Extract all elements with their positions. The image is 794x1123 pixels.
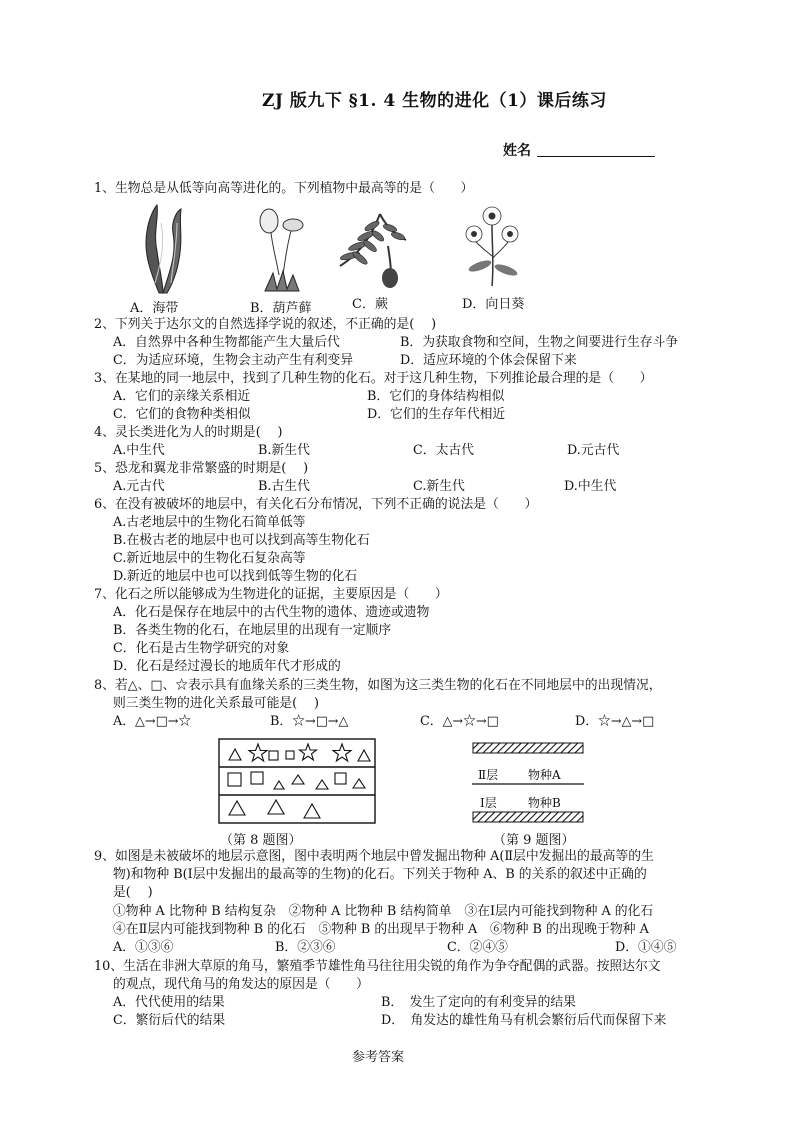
q1-option-b: B．葫芦藓 (250, 301, 312, 316)
q4-option-d: D.元古代 (567, 443, 620, 458)
q9-species-b-label: 物种B (528, 796, 561, 810)
name-field (503, 140, 655, 160)
q9-option-b: B．②③⑥ (275, 940, 336, 955)
q8-stem-line2: 则三类生物的进化关系最可能是( ) (113, 696, 320, 711)
q9-layer1-label: Ⅰ层 (480, 796, 497, 810)
q9-species-a-label: 物种A (528, 768, 561, 782)
q9-statements-line2: ④在Ⅱ层内可能找到物种 B 的化石 ⑤物种 B 的出现早于物种 A ⑥物种 B 的出现晚于物种 A (113, 922, 649, 937)
q10-option-b: B． 发生了定向的有利变异的结果 (381, 995, 576, 1010)
kelp-icon (133, 203, 193, 295)
q4-option-c: C．太古代 (413, 443, 474, 458)
moss-icon (255, 205, 311, 293)
q2-stem: 2、下列关于达尔文的自然选择学说的叙述，不正确的是( ) (94, 317, 437, 332)
q5-option-c: C.新生代 (413, 479, 465, 494)
q5-stem: 5、恐龙和翼龙非常繁盛的时期是( ) (94, 461, 309, 476)
answer-heading: 参考答案 (352, 1050, 405, 1065)
q9-stem-line3: 是( ) (113, 885, 153, 900)
q9-stem-line2: 物)和物种 B(Ⅰ层中发掘出的最高等的生物)的化石。下列关于物种 A、B 的关系的叙述中正确的 (113, 867, 647, 882)
q1-option-d: D．向日葵 (462, 297, 525, 312)
q4-stem: 4、灵长类进化为人的时期是( ) (94, 425, 283, 440)
q8-option-d: D．☆→△→□ (575, 714, 655, 729)
q4-option-b: B.新生代 (258, 443, 310, 458)
q10-stem-line2: 的观点，现代角马的角发达的原因是（ ） (113, 977, 369, 992)
q9-option-a: A．①③⑥ (113, 940, 174, 955)
q5-option-a: A.元古代 (113, 479, 165, 494)
q5-option-b: B.古生代 (258, 479, 310, 494)
q1-stem: 1、生物总是从低等向高等进化的。下列植物中最高等的是（ ） (94, 181, 474, 196)
q1-option-a: A．海带 (130, 301, 179, 316)
q8-option-b: B．☆→□→△ (270, 714, 349, 729)
q2-option-d: D．适应环境的个体会保留下来 (400, 353, 577, 368)
q9-statements-line1: ①物种 A 比物种 B 结构复杂 ②物种 A 比物种 B 结构简单 ③在Ⅰ层内可能找到物种 A 的化石 (113, 904, 654, 919)
q8-figure-caption: （第 8 题图） (220, 833, 302, 848)
q3-option-c: C．它们的食物种类相似 (113, 407, 251, 422)
q8-option-a: A．△→□→☆ (113, 714, 192, 729)
q8-option-c: C．△→☆→□ (420, 714, 499, 729)
q9-layer2-label: Ⅱ层 (478, 768, 499, 782)
q9-figure-caption: （第 9 题图） (493, 833, 575, 848)
q7-option-d: D．化石是经过漫长的地质年代才形成的 (113, 659, 341, 674)
page-title: ZJ 版九下 §1. 4 生物的进化（1）课后练习 (262, 91, 607, 111)
q3-option-b: B．它们的身体结构相似 (367, 389, 505, 404)
q9-stem-line1: 9、如图是未被破坏的地层示意图，图中表明两个地层中曾发掘出物种 A(Ⅱ层中发掘出的最高等的生 (94, 849, 654, 864)
q2-option-c: C．为适应环境，生物会主动产生有利变异 (113, 353, 354, 368)
sunflower-icon (462, 204, 526, 288)
q9-option-d: D．①④⑤ (615, 940, 677, 955)
q6-option-c: C.新近地层中的生物化石复杂高等 (113, 551, 306, 566)
q7-option-c: C．化石是古生物学研究的对象 (113, 641, 290, 656)
q3-option-a: A．它们的亲缘关系相近 (113, 389, 251, 404)
q10-option-c: C．繁衍后代的结果 (113, 1013, 226, 1028)
q2-option-b: B．为获取食物和空间，生物之间要进行生存斗争 (400, 335, 679, 350)
q6-option-b: B.在极古老的地层中也可以找到高等生物化石 (113, 533, 370, 548)
q1-option-c: C．蕨 (352, 297, 388, 312)
q6-option-d: D.新近的地层中也可以找到低等生物的化石 (113, 569, 358, 584)
q7-stem: 7、化石之所以能够成为生物进化的证据，主要原因是（ ） (94, 587, 448, 602)
q3-option-d: D．它们的生存年代相近 (367, 407, 506, 422)
q7-option-a: A．化石是保存在地层中的古代生物的遗体、遗迹或遗物 (113, 605, 430, 620)
q8-strata-figure (218, 738, 376, 824)
q10-option-a: A．代代使用的结果 (113, 995, 225, 1010)
fern-icon (332, 206, 412, 290)
q2-option-a: A．自然界中各种生物都能产生大量后代 (113, 335, 340, 350)
q6-option-a: A.古老地层中的生物化石简单低等 (113, 515, 306, 530)
name-label: 姓名 (503, 143, 531, 159)
q9-strata-figure (472, 742, 584, 824)
q10-option-d: D． 角发达的雄性角马有机会繁衍后代而保留下来 (381, 1013, 667, 1028)
q7-option-b: B．各类生物的化石，在地层里的出现有一定顺序 (113, 623, 392, 638)
q5-option-d: D.中生代 (564, 479, 617, 494)
q6-stem: 6、在没有被破坏的地层中，有关化石分布情况，下列不正确的说法是（ ） (94, 497, 538, 512)
q3-stem: 3、在某地的同一地层中，找到了几种生物的化石。对于这几种生物，下列推论最合理的是（ ） (94, 371, 653, 386)
q10-stem-line1: 10、生活在非洲大草原的角马，繁殖季节雄性角马往往用尖锐的角作为争夺配偶的武器。按照达尔文 (94, 959, 661, 974)
q8-stem-line1: 8、若△、□、☆表示具有血缘关系的三类生物，如图为这三类生物的化石在不同地层中的出现情况， (94, 678, 662, 693)
q4-option-a: A.中生代 (113, 443, 165, 458)
q9-option-c: C．②④⑤ (447, 940, 508, 955)
name-blank (537, 142, 655, 157)
